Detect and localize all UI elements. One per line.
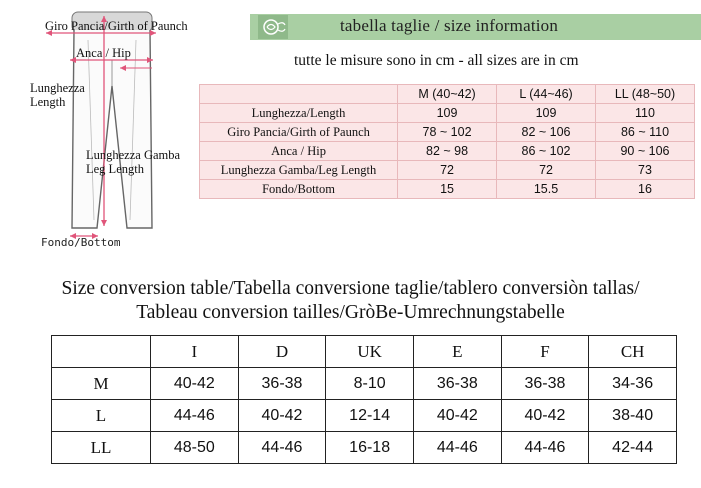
table-row xyxy=(200,142,695,161)
conversion-title-line1: Size conversion table/Tabella conversione taglie/tablero conversiòn tallas/ xyxy=(61,278,640,299)
hip-label: Anca / Hip xyxy=(76,46,131,60)
table-cell: 42-44 xyxy=(589,432,677,464)
table-cell: 36-38 xyxy=(413,368,501,400)
table-cell: 16 xyxy=(596,180,695,199)
row-label: Lunghezza/Length xyxy=(200,104,398,123)
size-header-m: M (40~42) xyxy=(398,85,497,104)
table-cell: 40-42 xyxy=(501,400,589,432)
leg-label-line2: Leg Length xyxy=(86,162,144,176)
table-row xyxy=(52,400,677,432)
table-cell: 48-50 xyxy=(151,432,239,464)
row-label: Fondo/Bottom xyxy=(200,180,398,199)
table-cell: 44-46 xyxy=(238,432,326,464)
table-cell: 72 xyxy=(398,161,497,180)
length-label xyxy=(30,81,85,109)
table-cell: 78 ~ 102 xyxy=(398,123,497,142)
table-row xyxy=(52,432,677,464)
table-row xyxy=(200,180,695,199)
table-row xyxy=(200,123,695,142)
table-cell: 109 xyxy=(497,104,596,123)
row-label: LL xyxy=(52,432,151,464)
row-label: L xyxy=(52,400,151,432)
table-cell: 86 ~ 110 xyxy=(596,123,695,142)
conversion-corner xyxy=(52,336,151,368)
conversion-title-line2: Tableau conversion tailles/GròBe-Umrechnungstabelle xyxy=(136,302,565,323)
table-cell: 15.5 xyxy=(497,180,596,199)
table-row xyxy=(52,368,677,400)
table-cell: 73 xyxy=(596,161,695,180)
table-cell: 40-42 xyxy=(151,368,239,400)
conversion-title xyxy=(0,277,701,325)
col-header-uk: UK xyxy=(326,336,414,368)
table-cell: 34-36 xyxy=(589,368,677,400)
table-cell: 82 ~ 98 xyxy=(398,142,497,161)
leg-label-line1: Lunghezza Gamba xyxy=(86,148,181,162)
table-cell: 8-10 xyxy=(326,368,414,400)
row-label: Lunghezza Gamba/Leg Length xyxy=(200,161,398,180)
row-label: Anca / Hip xyxy=(200,142,398,161)
col-header-i: I xyxy=(151,336,239,368)
table-cell: 16-18 xyxy=(326,432,414,464)
table-row xyxy=(200,161,695,180)
table-cell: 82 ~ 106 xyxy=(497,123,596,142)
col-header-d: D xyxy=(238,336,326,368)
length-label-line2: Length xyxy=(30,95,66,109)
table-cell: 38-40 xyxy=(589,400,677,432)
table-cell: 15 xyxy=(398,180,497,199)
size-table-header-row xyxy=(200,85,695,104)
table-cell: 44-46 xyxy=(413,432,501,464)
table-cell: 40-42 xyxy=(238,400,326,432)
size-header-ll: LL (48~50) xyxy=(596,85,695,104)
size-conversion-table xyxy=(51,335,677,464)
col-header-e: E xyxy=(413,336,501,368)
table-cell: 36-38 xyxy=(238,368,326,400)
bottom-label: Fondo/Bottom xyxy=(41,236,121,249)
row-label: Giro Pancia/Girth of Paunch xyxy=(200,123,398,142)
units-note: tutte le misure sono in cm - all sizes are in cm xyxy=(294,52,579,69)
page-title: tabella taglie / size information xyxy=(340,16,559,35)
table-cell: 109 xyxy=(398,104,497,123)
table-row xyxy=(200,104,695,123)
rose-logo-icon xyxy=(258,15,288,39)
table-cell: 44-46 xyxy=(151,400,239,432)
size-info-table xyxy=(199,84,695,199)
size-table-corner xyxy=(200,85,398,104)
girth-label: Giro Pancia/Girth of Paunch xyxy=(45,19,188,33)
table-cell: 86 ~ 102 xyxy=(497,142,596,161)
table-cell: 12-14 xyxy=(326,400,414,432)
table-cell: 44-46 xyxy=(501,432,589,464)
table-cell: 36-38 xyxy=(501,368,589,400)
size-header-l: L (44~46) xyxy=(497,85,596,104)
col-header-f: F xyxy=(501,336,589,368)
conversion-header-row xyxy=(52,336,677,368)
table-cell: 90 ~ 106 xyxy=(596,142,695,161)
table-cell: 40-42 xyxy=(413,400,501,432)
length-label-line1: Lunghezza xyxy=(30,81,85,95)
table-cell: 72 xyxy=(497,161,596,180)
pants-diagram-icon xyxy=(0,0,200,250)
row-label: M xyxy=(52,368,151,400)
leg-length-label xyxy=(86,148,180,176)
table-cell: 110 xyxy=(596,104,695,123)
col-header-ch: CH xyxy=(589,336,677,368)
